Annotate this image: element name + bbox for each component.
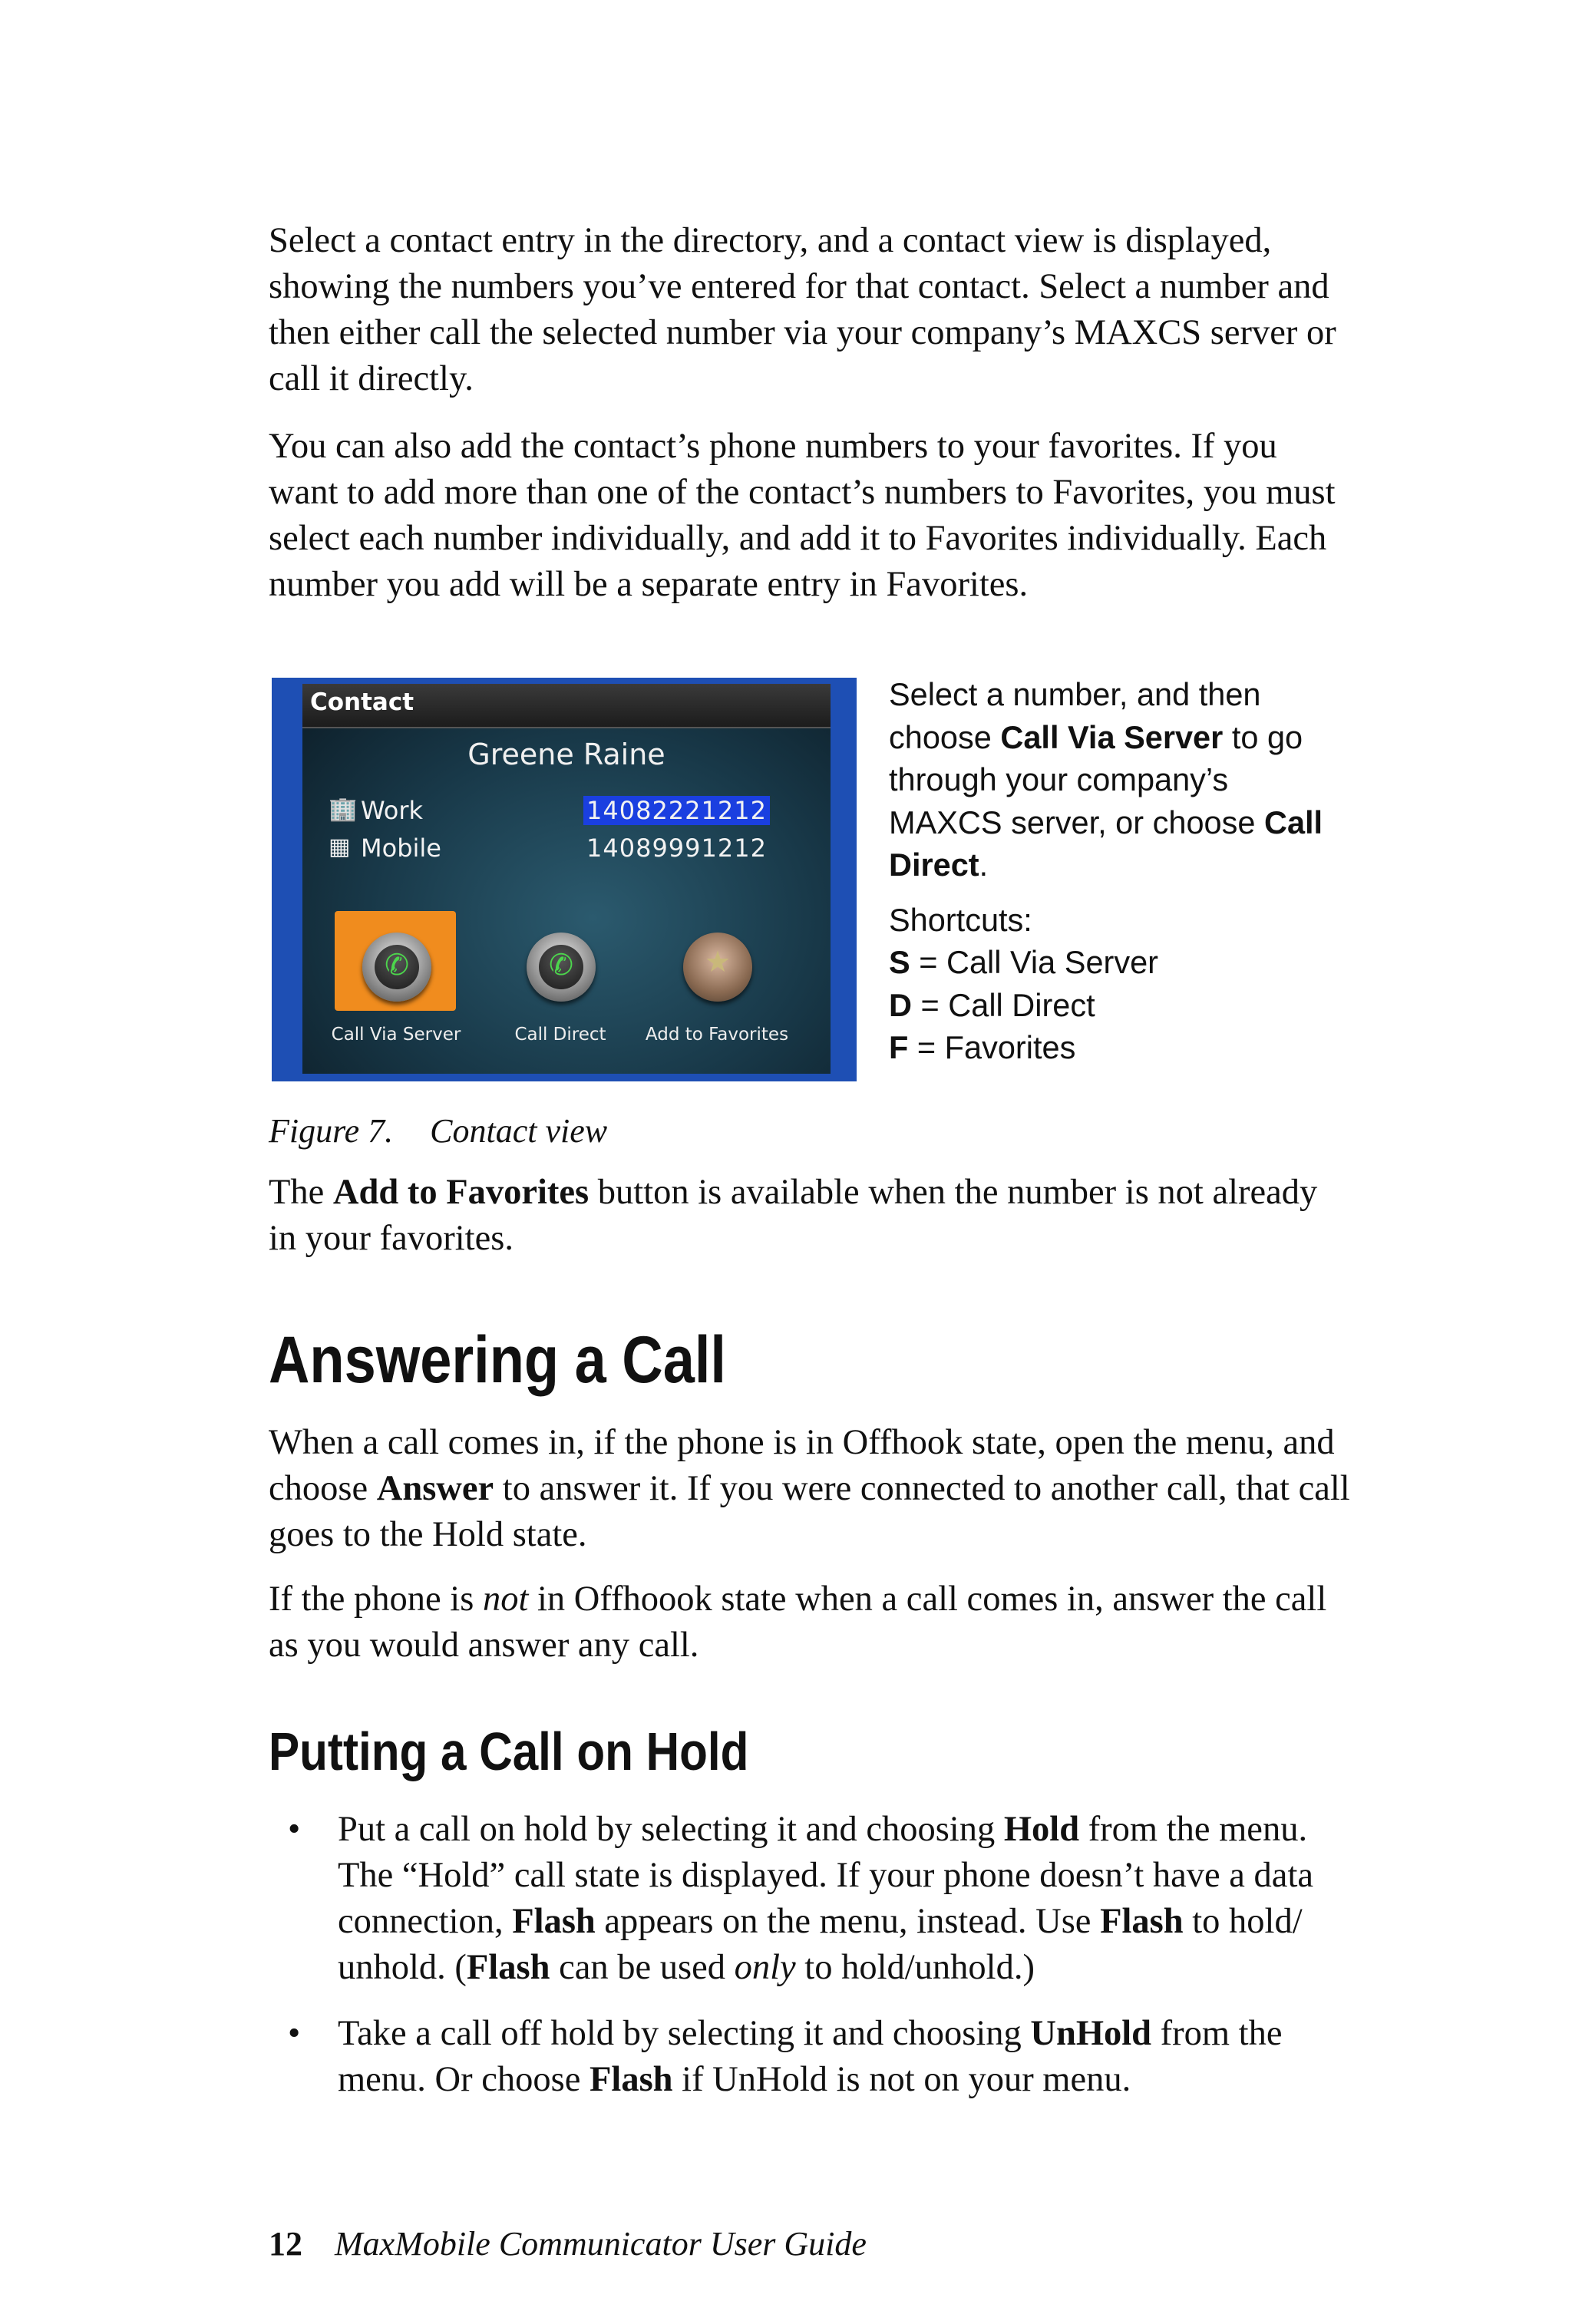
contact-view-screenshot — [272, 678, 857, 1081]
text: connection, — [338, 1902, 513, 1941]
text: if UnHold is not on your menu. — [672, 2060, 1131, 2099]
hold-bullet-1 — [338, 1807, 1412, 1991]
text-line: When a call comes in, if the phone is in Offhook state, open the menu, and — [269, 1423, 1335, 1462]
callout-line: Select a number, and then — [889, 676, 1261, 712]
add-to-favorites-paragraph — [269, 1170, 1405, 1262]
screen-title-bar — [302, 684, 831, 728]
text: . — [979, 847, 989, 883]
phone-screen — [302, 684, 831, 1074]
text-line — [338, 2011, 1412, 2057]
button-label: Add to Favorites — [645, 1025, 789, 1045]
text-line: call it directly. — [269, 359, 474, 398]
text: = Call Direct — [911, 986, 1095, 1023]
callout-line — [889, 843, 1442, 886]
add-favorite-star-icon: ★ — [704, 945, 732, 979]
text: unhold. ( — [338, 1948, 467, 1987]
text-line: want to add more than one of the contact’s numbers to Favorites, you must — [269, 473, 1336, 512]
screen-title: Contact — [310, 688, 414, 716]
text-line: number you add will be a separate entry in Favorites. — [269, 565, 1029, 604]
page-number: 12 — [269, 2225, 302, 2263]
figure-caption — [269, 1108, 1405, 1154]
guide-title: MaxMobile Communicator User Guide — [335, 2225, 867, 2263]
subsection-heading-hold: Putting a Call on Hold — [269, 1722, 749, 1781]
text: = Call Via Server — [910, 944, 1158, 980]
answering-paragraph-2 — [269, 1576, 1405, 1669]
phone-row-work[interactable] — [329, 793, 804, 827]
phone-number-selected[interactable]: 14082221212 — [583, 796, 770, 825]
contact-name: Greene Raine — [467, 738, 665, 771]
callout-line: through your company’s — [889, 761, 1229, 797]
button-label: Call Direct — [514, 1025, 606, 1045]
bold-term: Flash — [466, 1948, 550, 1987]
text-line — [269, 1576, 1405, 1623]
section-heading-answering: Answering a Call — [269, 1323, 726, 1397]
text: to hold/ — [1183, 1902, 1303, 1941]
text: to go — [1223, 718, 1303, 755]
shortcut-key: S — [889, 944, 910, 980]
text-line: Select a contact entry in the directory, and a contact view is displayed, — [269, 221, 1272, 260]
bullet-marker: • — [288, 1810, 301, 1849]
figure-number: Figure 7. — [269, 1112, 394, 1150]
figure-title: Contact view — [430, 1112, 608, 1150]
text: to answer it. If you were connected to another call, that call — [494, 1469, 1350, 1508]
bold-term: Hold — [1003, 1810, 1080, 1849]
bold-term: Call — [1263, 804, 1323, 840]
bullet-marker: • — [288, 2014, 301, 2053]
text-line: then either call the selected number via your company’s MAXCS server or — [269, 313, 1336, 352]
text: from the menu. — [1079, 1810, 1308, 1849]
bold-term: Flash — [512, 1902, 596, 1941]
bold-term: Direct — [889, 847, 979, 883]
bold-term: Flash — [590, 2060, 673, 2099]
italic-term: only — [734, 1948, 796, 1987]
phone-row-mobile[interactable] — [329, 830, 804, 864]
phone-number[interactable]: 14089991212 — [586, 834, 767, 863]
phone-label: Mobile — [361, 834, 441, 863]
shortcut-key: F — [889, 1029, 909, 1065]
bold-term: UnHold — [1030, 2014, 1152, 2053]
call-via-server-icon: ✆ — [385, 948, 409, 982]
work-building-icon: 🏢 — [329, 796, 358, 823]
text-line — [338, 1807, 1412, 1853]
callout-line — [889, 716, 1442, 759]
shortcut-s — [889, 941, 1442, 984]
shortcut-d — [889, 984, 1442, 1027]
text: If the phone is — [269, 1580, 483, 1619]
text-line: You can also add the contact’s phone numbers to your favorites. If you — [269, 427, 1277, 466]
italic-term: not — [482, 1580, 529, 1619]
figure-callout — [889, 673, 1442, 1069]
shortcut-key: D — [889, 986, 912, 1023]
intro-paragraph-1 — [269, 218, 1405, 402]
text-line — [338, 1899, 1412, 1945]
call-direct-button[interactable] — [499, 922, 622, 1045]
bold-term: Flash — [1100, 1902, 1184, 1941]
shortcut-f — [889, 1026, 1442, 1069]
text: in Offhoook state when a call comes in, answer the call — [528, 1580, 1327, 1619]
callout-line — [889, 801, 1442, 844]
text-line: as you would answer any call. — [269, 1626, 699, 1665]
shortcuts-label: Shortcuts: — [889, 901, 1032, 938]
bold-term: Call Via Server — [1000, 718, 1224, 755]
text-line: in your favorites. — [269, 1219, 514, 1258]
text: The — [269, 1173, 333, 1212]
text: MAXCS server, or choose — [889, 804, 1264, 840]
bold-term: Add to Favorites — [332, 1173, 590, 1212]
bold-term: Answer — [376, 1469, 494, 1508]
text: button is available when the number is not already — [589, 1173, 1318, 1212]
text: menu. Or choose — [338, 2060, 590, 2099]
button-label: Call Via Server — [331, 1025, 461, 1045]
text: Take a call off hold by selecting it and choosing — [338, 2014, 1031, 2053]
call-direct-icon: ✆ — [549, 948, 573, 982]
text-line — [338, 1945, 1412, 1991]
text: appears on the menu, instead. Use — [595, 1902, 1101, 1941]
add-to-favorites-button[interactable] — [645, 922, 789, 1045]
text-line — [269, 1170, 1405, 1216]
intro-paragraph-2 — [269, 424, 1405, 608]
text: Put a call on hold by selecting it and choosing — [338, 1810, 1004, 1849]
text: to hold/unhold.) — [795, 1948, 1035, 1987]
answering-paragraph-1 — [269, 1420, 1405, 1558]
hold-bullet-2 — [338, 2011, 1412, 2103]
text-line: goes to the Hold state. — [269, 1515, 587, 1554]
text: choose — [269, 1469, 377, 1508]
text: from the — [1151, 2014, 1283, 2053]
text-line: showing the numbers you’ve entered for that contact. Select a number and — [269, 267, 1329, 306]
text-line — [338, 2057, 1412, 2103]
text-line: The “Hold” call state is displayed. If your phone doesn’t have a data — [338, 1856, 1314, 1895]
mobile-phone-icon: ▦ — [329, 834, 351, 860]
text-line — [269, 1466, 1405, 1512]
text-line: select each number individually, and add it to Favorites individually. Each — [269, 519, 1327, 558]
phone-label: Work — [361, 796, 424, 825]
text: choose — [889, 718, 1001, 755]
text: = Favorites — [908, 1029, 1076, 1065]
text: can be used — [550, 1948, 735, 1987]
page-footer — [269, 2221, 1405, 2267]
call-via-server-button[interactable] — [331, 922, 461, 1045]
